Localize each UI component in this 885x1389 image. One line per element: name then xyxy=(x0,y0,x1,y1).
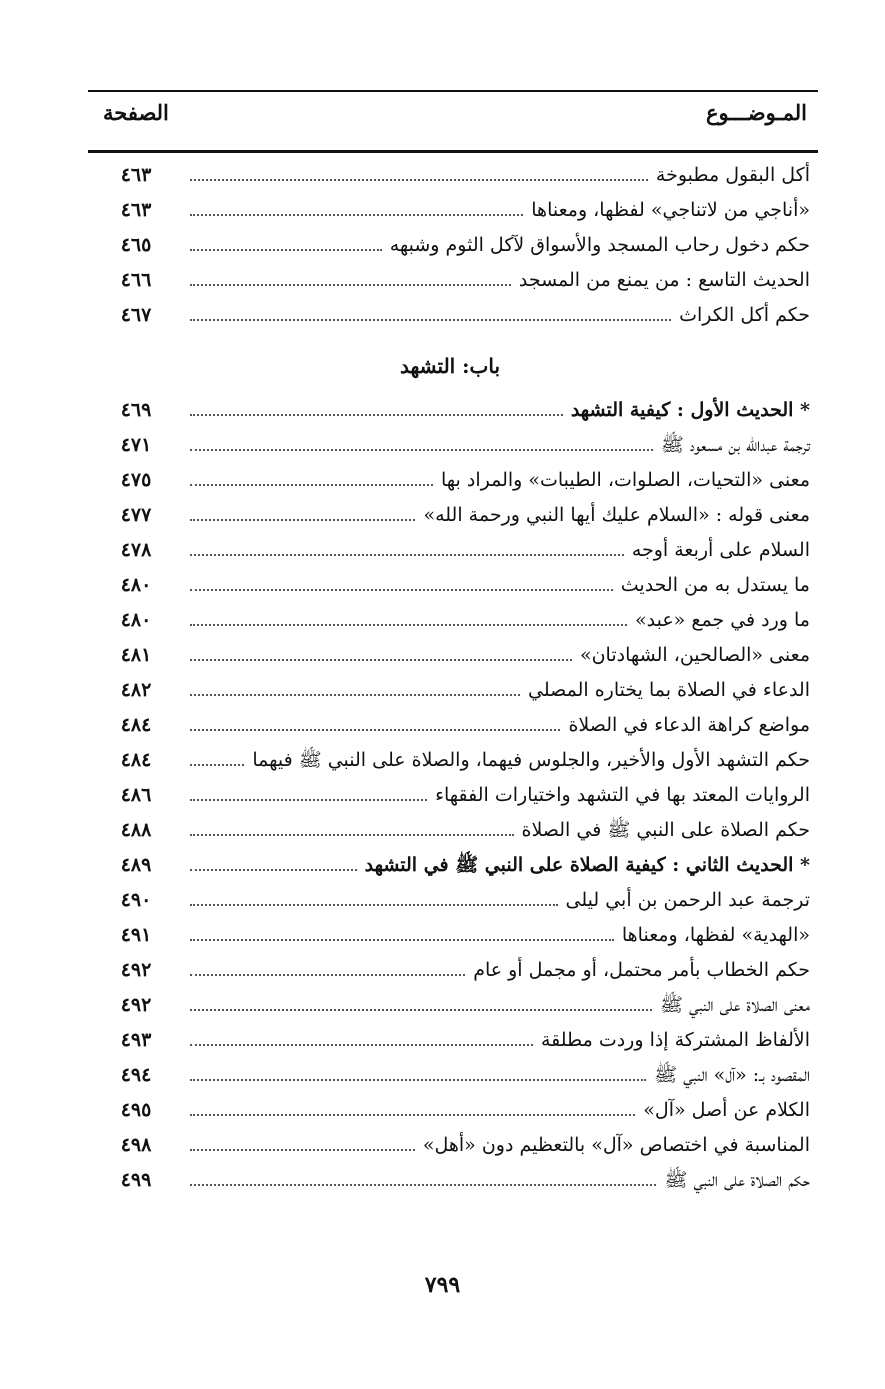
dot-leader xyxy=(190,1079,646,1081)
toc-entry-title: معنى الصلاة على النبي ﷺ xyxy=(660,994,810,1016)
toc-entry-page: ٤٨٨ xyxy=(120,819,152,841)
dot-leader xyxy=(190,284,511,286)
dot-leader xyxy=(190,764,244,766)
dot-leader xyxy=(190,554,624,556)
toc-entry xyxy=(90,460,810,495)
dot-leader xyxy=(190,799,427,801)
dot-leader xyxy=(190,179,648,181)
dot-leader xyxy=(190,484,433,486)
toc-entry xyxy=(90,565,810,600)
toc-entry-title: الكلام عن أصل «آل» xyxy=(643,1099,810,1121)
toc-entry-title: ترجمة عبدالله بن مسعود ﷺ xyxy=(660,434,810,456)
toc-entry xyxy=(90,950,810,985)
toc-entry xyxy=(90,1055,810,1090)
toc-entry-title: معنى «التحيات، الصلوات، الطيبات» والمراد بها xyxy=(441,469,810,491)
toc-entry-page: ٤٨٤ xyxy=(120,749,152,771)
toc-entry-page: ٤٨٢ xyxy=(120,679,152,701)
toc-entry-title: الروايات المعتد بها في التشهد واختيارات الفقهاء xyxy=(435,784,810,806)
toc-entry-page: ٤٦٧ xyxy=(120,304,152,326)
toc-entry-page: ٤٩٢ xyxy=(120,994,152,1016)
dot-leader xyxy=(190,1114,635,1116)
toc-entry-title: * الحديث الأول : كيفية التشهد xyxy=(570,399,810,421)
toc-entry-title: الحديث التاسع : من يمنع من المسجد xyxy=(518,269,810,291)
toc-entry xyxy=(90,295,810,330)
toc-entry-title: معنى قوله : «السلام عليك أيها النبي ورحمة الله» xyxy=(423,504,810,526)
header-rule xyxy=(88,150,818,153)
toc-entry xyxy=(90,1125,810,1160)
top-rule xyxy=(88,90,818,92)
toc-entry-page: ٤٩٢ xyxy=(120,959,152,981)
toc-entry-page: ٤٩٤ xyxy=(120,1064,152,1086)
toc-entry-page: ٤٧٧ xyxy=(120,504,152,526)
toc-entry-title: حكم أكل الكراث xyxy=(679,304,810,326)
dot-leader xyxy=(190,519,415,521)
toc-entry xyxy=(90,260,810,295)
toc-entry-title: مواضع كراهة الدعاء في الصلاة xyxy=(568,714,810,736)
dot-leader xyxy=(190,449,653,451)
dot-leader xyxy=(190,589,613,591)
toc-entry-title: «أناجي من لاتناجي» لفظها، ومعناها xyxy=(531,199,810,221)
toc-entry-page: ٤٨٦ xyxy=(120,784,152,806)
dot-leader xyxy=(190,1044,533,1046)
dot-leader xyxy=(190,1184,656,1186)
dot-leader xyxy=(190,319,671,321)
toc-entry-page: ٤٩٥ xyxy=(120,1099,152,1121)
toc-entry-page: ٤٦٩ xyxy=(120,399,152,421)
toc-entry-page: ٤٦٥ xyxy=(120,234,152,256)
toc-entry-title: حكم الصلاة على النبي ﷺ xyxy=(664,1169,810,1191)
toc-entry xyxy=(90,390,810,425)
toc-entry xyxy=(90,1090,810,1125)
dot-leader xyxy=(190,1009,652,1011)
dot-leader xyxy=(190,729,560,731)
dot-leader xyxy=(190,414,563,416)
toc-entry-title: الدعاء في الصلاة بما يختاره المصلي xyxy=(528,679,810,701)
toc-entry xyxy=(90,985,810,1020)
toc-entry-title: السلام على أربعة أوجه xyxy=(631,539,810,561)
dot-leader xyxy=(190,939,614,941)
dot-leader xyxy=(190,974,465,976)
page-column-header: الصفحة xyxy=(103,100,169,125)
toc-entry xyxy=(90,530,810,565)
toc-entry-page: ٤٧١ xyxy=(120,434,152,456)
toc-entry-page: ٤٧٨ xyxy=(120,539,152,561)
toc-entry-page: ٤٧٥ xyxy=(120,469,152,491)
toc-entry-title: ما يستدل به من الحديث xyxy=(620,574,810,596)
toc-entry-page: ٤٩٩ xyxy=(120,1169,152,1191)
toc-entry xyxy=(90,495,810,530)
dot-leader xyxy=(190,1149,415,1151)
dot-leader xyxy=(190,869,357,871)
toc-entry xyxy=(90,915,810,950)
toc-entry xyxy=(90,635,810,670)
toc-entry-page: ٤٩١ xyxy=(120,924,152,946)
toc-entry-title: حكم التشهد الأول والأخير، والجلوس فيهما، والصلاة على النبي ﷺ فيهما xyxy=(252,749,810,771)
toc-entry xyxy=(90,670,810,705)
toc-entry xyxy=(90,1020,810,1055)
toc-entry-page: ٤٨٠ xyxy=(120,574,152,596)
toc-entry-page: ٤٩٨ xyxy=(120,1134,152,1156)
dot-leader xyxy=(190,249,382,251)
toc-entry xyxy=(90,740,810,775)
toc-entry-title: ما ورد في جمع «عبد» xyxy=(635,609,810,631)
toc-entry-page: ٤٦٦ xyxy=(120,269,152,291)
toc-entry-title: المقصود بـ: «آل» النبي ﷺ xyxy=(654,1064,810,1086)
section-heading: باب: التشهد xyxy=(399,354,501,378)
dot-leader xyxy=(190,834,514,836)
toc-entry-page: ٤٨٠ xyxy=(120,609,152,631)
toc-entry xyxy=(90,425,810,460)
toc-entry xyxy=(90,1160,810,1195)
dot-leader xyxy=(190,904,558,906)
topic-column-header: المـوضـــوع xyxy=(705,100,807,125)
toc-entry-page: ٤٨٩ xyxy=(120,854,152,876)
dot-leader xyxy=(190,624,627,626)
toc-entry-title: * الحديث الثاني : كيفية الصلاة على النبي ﷺ في التشهد xyxy=(364,854,810,876)
toc-entry xyxy=(90,775,810,810)
toc-entry xyxy=(90,600,810,635)
toc-entry xyxy=(90,705,810,740)
toc-entry-page: ٤٨١ xyxy=(120,644,152,666)
toc-entry xyxy=(90,880,810,915)
toc-entry-title: حكم الصلاة على النبي ﷺ في الصلاة xyxy=(521,819,810,841)
dot-leader xyxy=(190,694,520,696)
toc-entry-page: ٤٩٠ xyxy=(120,889,152,911)
table-of-contents xyxy=(90,155,810,1195)
toc-entry xyxy=(90,845,810,880)
dot-leader xyxy=(190,214,523,216)
toc-entry-title: أكل البقول مطبوخة xyxy=(655,164,810,186)
toc-entry-title: حكم دخول رحاب المسجد والأسواق لآكل الثوم وشبهه xyxy=(389,234,810,256)
toc-entry xyxy=(90,190,810,225)
page-number: ٧٩٩ xyxy=(424,1272,461,1298)
dot-leader xyxy=(190,659,572,661)
toc-entry-title: ترجمة عبد الرحمن بن أبي ليلى xyxy=(565,889,810,911)
toc-entry-title: «الهدية» لفظها، ومعناها xyxy=(621,924,810,946)
toc-entry xyxy=(90,155,810,190)
toc-entry-title: معنى «الصالحين، الشهادتان» xyxy=(579,644,810,666)
toc-entry xyxy=(90,810,810,845)
toc-entry-page: ٤٩٣ xyxy=(120,1029,152,1051)
toc-entry-title: الألفاظ المشتركة إذا وردت مطلقة xyxy=(540,1029,810,1051)
toc-entry xyxy=(90,225,810,260)
toc-entry-page: ٤٦٣ xyxy=(120,164,152,186)
toc-entry-page: ٤٨٤ xyxy=(120,714,152,736)
toc-entry-title: حكم الخطاب بأمر محتمل، أو مجمل أو عام xyxy=(473,959,810,981)
toc-entry-page: ٤٦٣ xyxy=(120,199,152,221)
toc-entry-title: المناسبة في اختصاص «آل» بالتعظيم دون «أهل» xyxy=(422,1134,810,1156)
